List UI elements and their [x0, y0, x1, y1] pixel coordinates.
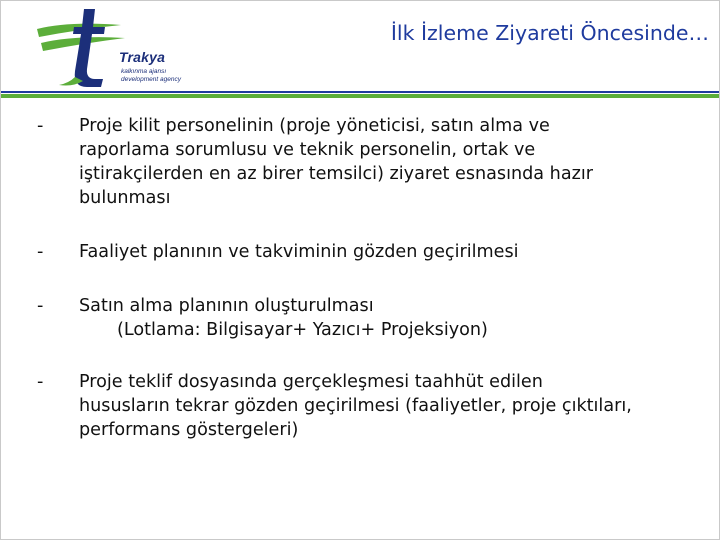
bullet-marker: - [37, 242, 44, 262]
header-divider-blue [1, 91, 719, 93]
bullet-line: iştirakçilerden en az birer temsilci) ziyaret esnasında hazır [79, 164, 593, 184]
bullet-item [37, 294, 707, 342]
logo-subtitle-tr: kalkınma ajansı [121, 68, 167, 75]
bullet-line: hususların tekrar gözden geçirilmesi (faaliyetler, proje çıktıları, [79, 396, 632, 416]
bullet-line: Proje teklif dosyasında gerçekleşmesi taahhüt edilen [79, 372, 543, 392]
bullet-line: performans göstergeleri) [79, 420, 299, 440]
slide-title: İlk İzleme Ziyareti Öncesinde… [390, 21, 709, 45]
logo-subtitle-en: development agency [121, 76, 181, 83]
bullet-marker: - [37, 372, 44, 392]
bullet-item [37, 370, 707, 442]
header-divider-green [1, 94, 719, 98]
bullet-subline: (Lotlama: Bilgisayar+ Yazıcı+ Projeksiyon) [117, 320, 488, 340]
bullet-list [37, 114, 707, 442]
bullet-marker: - [37, 296, 44, 316]
bullet-line: Faaliyet planının ve takviminin gözden geçirilmesi [79, 242, 519, 262]
bullet-marker: - [37, 116, 44, 136]
bullet-line: Proje kilit personelinin (proje yöneticisi, satın alma ve [79, 116, 550, 136]
trakya-logo [29, 7, 189, 91]
slide-header [1, 1, 719, 93]
bullet-item [37, 240, 707, 264]
logo-name: Trakya [119, 49, 166, 65]
bullet-line: bulunması [79, 188, 171, 208]
bullet-line: Satın alma planının oluşturulması [79, 296, 374, 316]
bullet-line: raporlama sorumlusu ve teknik personelin, ortak ve [79, 140, 536, 160]
bullet-item [37, 114, 707, 210]
